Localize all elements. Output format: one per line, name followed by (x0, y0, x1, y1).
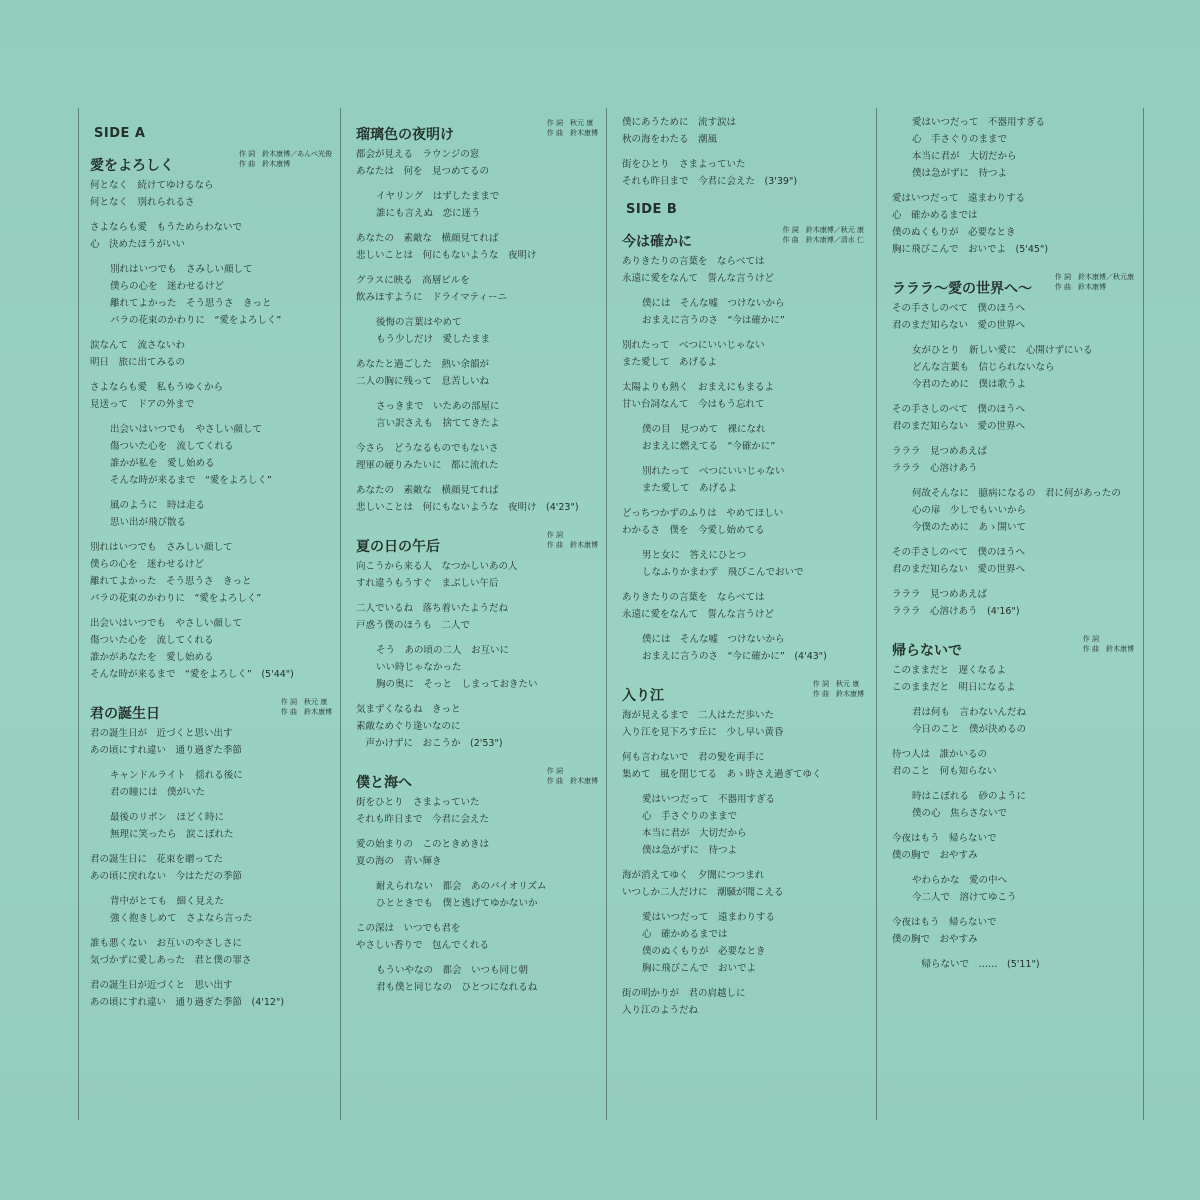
lyric-line: そう あの頃の二人 お互いに (376, 645, 510, 656)
lyric-stanza (350, 920, 600, 954)
lyric-line: 僕には そんな嘘 つけないから (642, 634, 785, 645)
lyric-line: 何となく 別れられるさ (90, 197, 195, 208)
song-title: ラララ～愛の世界へ～ (892, 281, 1032, 297)
lyric-line: 明日 旅に出てみるの (90, 357, 186, 368)
lyric-line: また愛して あげるよ (642, 483, 738, 494)
lyric-line: 愛はいつだって 遠まわりする (642, 912, 776, 923)
credit-line: 作 曲 鈴木康博 (546, 777, 598, 785)
lyric-line: 今二人で 溶けてゆこう (912, 892, 1017, 903)
lyric-line: いつしか二人だけに 潮騒が聞こえる (622, 887, 784, 898)
lyric-stanza (84, 615, 334, 683)
lyric-line: あなたと過ごした 熱い余韻が (356, 359, 490, 370)
lyric-stanza (84, 379, 334, 413)
lyric-stanza (350, 398, 600, 432)
song-header (350, 526, 600, 558)
lyric-line: あの頃にすれ違い 通り過ぎた季節 (90, 745, 243, 756)
lyric-stanza (886, 704, 1136, 738)
lyric-line: ラララ 心溶けあう (892, 463, 978, 474)
credit-line: 作 曲 鈴木康博 (1054, 283, 1106, 291)
lyric-stanza (350, 701, 600, 752)
lyric-stanza (84, 851, 334, 885)
lyric-stanza (350, 558, 600, 592)
lyric-line: 見送って ドアの外まで (90, 399, 195, 410)
lyric-line: 声かけずに おこうか (2'53") (356, 738, 503, 749)
lyric-stanza (616, 589, 866, 623)
lyric-line: 離れてよかった そう思うさ きっと (110, 298, 272, 309)
song-header (350, 114, 600, 146)
lyric-stanza (616, 379, 866, 413)
lyric-line: もういやなの 都会 いつも同じ朝 (376, 965, 529, 976)
lyric-line: ラララ 見つめあえば (892, 446, 988, 457)
lyric-line: 今君のために 僕は歌うよ (912, 379, 1027, 390)
lyric-line: 素敵なめぐり逢いなのに (356, 721, 461, 732)
lyric-line: 僕の胸で おやすみ (892, 850, 978, 861)
lyric-line: それも昨日まで 今君に会えた (356, 814, 490, 825)
lyric-stanza (616, 707, 866, 741)
lyric-line: 心 確かめるまでは (892, 210, 978, 221)
lyric-line: 君のまだ知らない 愛の世界へ (892, 564, 1026, 575)
credit-line: 作 曲 鈴木康博 (546, 541, 598, 549)
song-title: 入り江 (622, 688, 664, 704)
lyric-line: それも昨日まで 今君に会えた (3'39") (622, 176, 798, 187)
song-title: 帰らないで (892, 643, 962, 659)
song-block (350, 762, 600, 996)
lyric-stanza (350, 836, 600, 870)
credit-line: 作 曲 鈴木康博／清水 仁 (782, 236, 864, 244)
lyric-line: あの頃に戻れない 今はただの季節 (90, 871, 243, 882)
lyric-stanza (84, 893, 334, 927)
song-header (886, 630, 1136, 662)
lyric-line: わかるさ 僕を 今愛し始めてる (622, 525, 765, 536)
lyric-line: ラララ 心溶けあう (4'16") (892, 606, 1020, 617)
lyric-line: 君の誕生日が近づくと 思い出す (90, 980, 233, 991)
song-block (84, 145, 334, 683)
lyric-line: このままだと 明日になるよ (892, 682, 1016, 693)
lyric-line: ありきたりの言葉を ならべては (622, 592, 765, 603)
lyric-stanza (350, 440, 600, 474)
lyric-stanza (616, 791, 866, 859)
lyric-line: バラの花束のかわりに “愛をよろしく” (90, 593, 262, 604)
lyrics-column-2 (350, 114, 600, 1006)
lyric-stanza (886, 914, 1136, 948)
lyric-line: 離れてよかった そう思うさ きっと (90, 576, 252, 587)
lyric-line: 僕のぬくもりが 必要なとき (642, 946, 766, 957)
lyric-stanza (886, 830, 1136, 864)
lyric-line: このままだと 遅くなるよ (892, 665, 1007, 676)
lyric-line: 誰かがあなたを 愛し始める (90, 652, 214, 663)
lyric-line: 僕には そんな嘘 つけないから (642, 298, 785, 309)
lyric-stanza (84, 977, 334, 1011)
lyric-line: あなたは 何を 見つめてるの (356, 166, 490, 177)
song-credits (547, 530, 598, 550)
lyric-stanza (616, 114, 866, 148)
song-credits (1055, 272, 1134, 292)
lyric-line: 気まずくなるね きっと (356, 704, 461, 715)
lyric-line: さっきまで いたあの部屋に (376, 401, 500, 412)
lyric-line: 都会が見える ラウンジの窓 (356, 149, 480, 160)
lyric-line: 言い訳さえも 捨ててきたよ (376, 418, 500, 429)
credit-line: 作 詞 (1082, 635, 1099, 643)
lyric-line: 誰かが私を 愛し始める (110, 458, 215, 469)
lyric-stanza (886, 401, 1136, 435)
lyrics-column-3 (616, 114, 866, 1029)
lyric-line: 背中がとても 細く見えた (110, 896, 225, 907)
lyric-line: 今夜はもう 帰らないで (892, 917, 997, 928)
lyric-stanza (350, 188, 600, 222)
song-continuation (886, 114, 1136, 258)
lyric-stanza (84, 809, 334, 843)
lyric-line: 帰らないで …… (5'11") (912, 959, 1040, 970)
lyric-stanza (350, 146, 600, 180)
lyric-line: 秋の海をわたる 潮風 (622, 134, 718, 145)
lyric-line: 気づかずに愛しあった 君と僕の罪さ (90, 955, 252, 966)
lyric-stanza (350, 356, 600, 390)
column-divider (78, 108, 79, 1120)
lyric-line: 君も僕と同じなの ひとつになれるね (376, 982, 538, 993)
lyric-line: 別れはいつでも さみしい顔して (110, 264, 253, 275)
column-divider (876, 108, 877, 1120)
lyric-line: 僕の目 見つめて 裸になれ (642, 424, 766, 435)
column-divider (606, 108, 607, 1120)
lyric-stanza (886, 544, 1136, 578)
lyric-line: 愛はいつだって 遠まわりする (892, 193, 1026, 204)
credit-line: 作 詞 鈴木康博／秋元 康 (782, 226, 864, 234)
song-title: 僕と海へ (356, 775, 412, 791)
lyric-line: 飲みほすように ドライマティーニ (356, 292, 507, 303)
song-block (350, 526, 600, 752)
song-block (84, 693, 334, 1011)
lyric-stanza (350, 962, 600, 996)
lyric-line: ありきたりの言葉を ならべては (622, 256, 765, 267)
song-header (84, 145, 334, 177)
lyric-line: 君は何も 言わないんだね (912, 707, 1027, 718)
lyric-stanza (886, 342, 1136, 393)
lyric-stanza (350, 230, 600, 264)
lyric-stanza (616, 421, 866, 455)
column-divider (1143, 108, 1144, 1120)
lyric-line: ひとときでも 僕と逃げてゆかないか (376, 898, 538, 909)
lyric-line: 太陽よりも熱く おまえにもまるよ (622, 382, 775, 393)
lyric-line: グラスに映る 高層ビルを (356, 275, 470, 286)
song-block (616, 221, 866, 665)
lyric-line: さよならも愛 私もうゆくから (90, 382, 224, 393)
lyric-line: 悲しいことは 何にもないような 夜明け (4'23") (356, 502, 579, 513)
lyric-line: 永遠に愛をなんて 誓んな言うけど (622, 609, 775, 620)
song-title: 夏の日の午后 (356, 539, 440, 555)
lyric-stanza (886, 300, 1136, 334)
credit-line: 作 詞 鈴木康博／あんべ光俊 (238, 150, 332, 158)
lyric-line: 何も言わないで 君の髪を両手に (622, 752, 765, 763)
lyric-line: 耐えられない 都会 あのバイオリズム (376, 881, 547, 892)
lyric-stanza (350, 314, 600, 348)
lyric-stanza (616, 505, 866, 539)
lyric-line: 永遠に愛をなんて 誓んな言うけど (622, 273, 775, 284)
lyric-line: どんな言葉も 信じられないなら (912, 362, 1055, 373)
lyric-line: 甘い台詞なんて 今はもう忘れて (622, 399, 765, 410)
lyric-line: 胸に飛びこんで おいでよ (5'45") (892, 244, 1049, 255)
lyric-line: 今さら どうなるものでもないさ (356, 443, 499, 454)
song-credits (547, 766, 598, 786)
lyric-line: その手さしのべて 僕のほうへ (892, 547, 1026, 558)
lyric-line: 後悔の言葉はやめて (376, 317, 462, 328)
lyric-stanza (616, 337, 866, 371)
lyric-line: やわらかな 愛の中へ (912, 875, 1008, 886)
lyric-line: 出会いはいつでも やさしい顔して (90, 618, 243, 629)
lyric-stanza (84, 177, 334, 211)
lyric-line: 胸に飛びこんで おいでよ (642, 963, 757, 974)
lyric-line: 強く抱きしめて さよなら言った (110, 913, 253, 924)
lyric-line: 二人の胸に残って 息苦しいね (356, 376, 490, 387)
lyric-stanza (616, 156, 866, 190)
lyric-stanza (886, 746, 1136, 780)
lyric-line: いい時じゃなかった (376, 662, 462, 673)
lyric-line: 理軍の硬りみたいに 都に流れた (356, 460, 499, 471)
lyric-line: あなたの 素敵な 横顔見てれば (356, 233, 499, 244)
lyric-line: 僕にあうために 流す涙は (622, 117, 737, 128)
lyric-line: バラの花束のかわりに “愛をよろしく” (110, 315, 282, 326)
lyric-line: 入り江のようだね (622, 1005, 699, 1016)
lyric-line: 本当に君が 大切だから (912, 151, 1017, 162)
lyric-line: 集めて 風を閉じてる あゝ時さえ過ぎてゆく (622, 769, 822, 780)
song-header (84, 693, 334, 725)
lyric-stanza (84, 337, 334, 371)
lyric-line: 男と女に 答えにひとつ (642, 550, 747, 561)
lyric-line: 愛の始まりの このときめきは (356, 839, 490, 850)
lyric-line: 街の明かりが 君の肩越しに (622, 988, 746, 999)
side-label: SIDE B (626, 202, 678, 217)
lyric-line: 誰にも言えぬ 恋に迷う (376, 208, 481, 219)
lyrics-column-1 (84, 114, 334, 1021)
lyric-line: 悲しいことは 何にもないような 夜明け (356, 250, 537, 261)
song-credits (783, 225, 864, 245)
lyric-stanza (350, 878, 600, 912)
lyric-stanza (886, 190, 1136, 258)
lyric-stanza (616, 463, 866, 497)
lyric-line: 心 決めたほうがいい (90, 239, 186, 250)
song-block (886, 630, 1136, 973)
lyric-line: 傷ついた心を 流してくれる (110, 441, 234, 452)
lyric-stanza (350, 482, 600, 516)
lyric-stanza (616, 253, 866, 287)
song-title: 今は確かに (622, 234, 692, 250)
lyric-line: 別れたって べつにいいじゃない (642, 466, 785, 477)
song-credits (813, 679, 864, 699)
song-title: 君の誕生日 (90, 706, 160, 722)
lyric-line: 何故そんなに 臆病になるの 君に何があったの (912, 488, 1121, 499)
lyric-line: もう少しだけ 愛したまま (376, 334, 491, 345)
lyric-stanza (84, 219, 334, 253)
lyric-line: 最後のリボン ほどく時に (110, 812, 225, 823)
lyric-line: 入り江を見下ろす丘に 少し早い黄昏 (622, 727, 784, 738)
song-header (350, 762, 600, 794)
lyric-stanza (616, 867, 866, 901)
lyric-line: 何となく 続けてゆけるなら (90, 180, 214, 191)
song-block (350, 114, 600, 516)
lyric-stanza (350, 272, 600, 306)
lyric-line: ラララ 見つめあえば (892, 589, 988, 600)
lyric-line: 本当に君が 大切だから (642, 828, 747, 839)
lyric-line: 時はこぼれる 砂のように (912, 791, 1027, 802)
song-title: 愛をよろしく (90, 158, 174, 174)
lyrics-column-4 (886, 114, 1136, 983)
lyric-line: 心 手さぐりのままで (642, 811, 738, 822)
song-credits (281, 697, 332, 717)
lyric-stanza (886, 956, 1136, 973)
song-block (616, 675, 866, 1019)
lyric-line: しなふりかまわず 飛びこんでおいで (642, 567, 804, 578)
song-header (616, 221, 866, 253)
lyric-line: 君のこと 何も知らない (892, 766, 997, 777)
lyric-stanza (886, 872, 1136, 906)
lyric-line: 君のまだ知らない 愛の世界へ (892, 320, 1026, 331)
credit-line: 作 詞 秋元 康 (812, 680, 860, 688)
side-label: SIDE A (94, 126, 146, 141)
lyric-stanza (616, 909, 866, 977)
lyric-line: その手さしのべて 僕のほうへ (892, 303, 1026, 314)
credit-line: 作 曲 鈴木康博 (280, 708, 332, 716)
lyric-line: おまえに燃えてる “今確かに” (642, 441, 776, 452)
lyric-line: 心 手さぐりのままで (912, 134, 1008, 145)
column-divider (340, 108, 341, 1120)
lyric-line: 僕のぬくもりが 必要なとき (892, 227, 1016, 238)
lyric-line: 街をひとり さまよっていた (622, 159, 746, 170)
lyric-line: 待つ人は 誰かいるの (892, 749, 988, 760)
lyric-stanza (886, 788, 1136, 822)
lyric-line: 別れたって べつにいいじゃない (622, 340, 765, 351)
lyric-stanza (350, 642, 600, 693)
song-title: 瑠璃色の夜明け (356, 127, 454, 143)
song-header (886, 268, 1136, 300)
lyric-line: 二人でいるね 落ち着いたようだね (356, 603, 509, 614)
lyric-line: 涙なんて 流さないわ (90, 340, 186, 351)
lyric-line: 向こうから来る人 なつかしいあの人 (356, 561, 518, 572)
lyric-stanza (616, 631, 866, 665)
lyric-line: さよならも愛 もうためらわないで (90, 222, 243, 233)
lyric-line: あなたの 素敵な 横顔見てれば (356, 485, 499, 496)
lyric-line: 思い出が飛び散る (110, 517, 187, 528)
credit-line: 作 曲 鈴木康博 (812, 690, 864, 698)
lyric-stanza (616, 749, 866, 783)
lyric-line: そんな時が来るまで “愛をよろしく” (5'44") (90, 669, 294, 680)
lyric-line: 夏の海の 青い輝き (356, 856, 442, 867)
lyric-line: 僕の心 焦らさないで (912, 808, 1008, 819)
lyric-line: 風のように 時は走る (110, 500, 206, 511)
credit-line: 作 曲 鈴木康博 (546, 129, 598, 137)
credit-line: 作 詞 (546, 767, 563, 775)
song-block (886, 268, 1136, 620)
lyric-line: 僕は急がずに 待つよ (912, 168, 1008, 179)
lyric-stanza (886, 114, 1136, 182)
credit-line: 作 詞 秋元 康 (546, 119, 594, 127)
lyric-stanza (84, 261, 334, 329)
lyric-line: 今僕のために あゝ開いて (912, 522, 1027, 533)
lyric-line: 誰も悪くない お互いのやさしさに (90, 938, 243, 949)
lyric-stanza (616, 985, 866, 1019)
lyric-line: 別れはいつでも さみしい顔して (90, 542, 233, 553)
lyric-stanza (350, 794, 600, 828)
credit-line: 作 詞 (546, 531, 563, 539)
song-credits (1083, 634, 1134, 654)
lyric-line: 愛はいつだって 不器用すぎる (912, 117, 1046, 128)
credit-line: 作 曲 鈴木康博 (238, 160, 291, 168)
lyric-stanza (84, 935, 334, 969)
lyric-line: すれ違うもうすぐ まぶしい午后 (356, 578, 499, 589)
lyric-line: 僕らの心を 迷わせるけど (110, 281, 225, 292)
lyric-line: 君のまだ知らない 愛の世界へ (892, 421, 1026, 432)
lyric-line: 傷ついた心を 流してくれる (90, 635, 214, 646)
lyric-line: 君の誕生日が 近づくと思い出す (90, 728, 233, 739)
lyric-line: 女がひとり 新しい愛に 心開けずにいる (912, 345, 1093, 356)
lyric-line: 僕は急がずに 待つよ (642, 845, 738, 856)
credit-line: 作 曲 鈴木康博 (1082, 645, 1134, 653)
credit-line: 作 詞 鈴木康博／秋元康 (1054, 273, 1134, 281)
lyric-line: その手さしのべて 僕のほうへ (892, 404, 1026, 415)
lyric-line: おまえに言うのさ “今は確かに” (642, 315, 785, 326)
lyric-line: 海が消えてゆく 夕闇につつまれ (622, 870, 765, 881)
lyric-line: 出会いはいつでも やさしい顔して (110, 424, 263, 435)
lyric-line: 今日のこと 僕が決めるの (912, 724, 1027, 735)
lyric-line: あの頃にすれ違い 通り過ぎた季節 (4'12") (90, 997, 285, 1008)
lyric-stanza (886, 586, 1136, 620)
song-continuation (616, 114, 866, 190)
lyric-line: そんな時が来るまで “愛をよろしく” (110, 475, 272, 486)
lyric-line: 心の扉 少しでもいいから (912, 505, 1027, 516)
lyric-line: 街をひとり さまよっていた (356, 797, 480, 808)
lyric-stanza (84, 497, 334, 531)
lyric-line: やさしい香りで 包んでくれる (356, 940, 490, 951)
lyric-line: この深は いつでも君を (356, 923, 461, 934)
lyric-line: 海が見えるまで 二人はただ歩いた (622, 710, 775, 721)
lyric-line: 心 確かめるまでは (642, 929, 728, 940)
lyric-line: 無理に笑ったら 涙こぼれた (110, 829, 234, 840)
lyric-stanza (886, 662, 1136, 696)
lyric-line: 戸惑う僕のほうも 二人で (356, 620, 471, 631)
lyric-line: 胸の奥に そっと しまっておきたい (376, 679, 538, 690)
lyric-line: おまえに言うのさ “今に確かに” (4'43") (642, 651, 827, 662)
lyric-line: また愛して あげるよ (622, 357, 718, 368)
lyric-line: 今夜はもう 帰らないで (892, 833, 997, 844)
lyric-stanza (84, 421, 334, 489)
lyric-line: 君の瞳には 僕がいた (110, 787, 206, 798)
lyric-stanza (84, 767, 334, 801)
song-credits (547, 118, 598, 138)
lyric-stanza (886, 485, 1136, 536)
lyric-line: どっちつかずのふりは やめてほしい (622, 508, 784, 519)
song-credits (239, 149, 332, 169)
lyric-line: 愛はいつだって 不器用すぎる (642, 794, 776, 805)
lyric-stanza (616, 295, 866, 329)
lyric-stanza (84, 725, 334, 759)
lyric-line: 僕の胸で おやすみ (892, 934, 978, 945)
lyric-stanza (886, 443, 1136, 477)
lyric-stanza (84, 539, 334, 607)
credit-line: 作 詞 秋元 康 (280, 698, 328, 706)
lyric-line: 僕らの心を 迷わせるけど (90, 559, 205, 570)
lyric-stanza (616, 547, 866, 581)
lyric-line: キャンドルライト 揺れる後に (110, 770, 243, 781)
lyric-line: 君の誕生日に 花束を贈ってた (90, 854, 224, 865)
lyric-line: イヤリング はずしたままで (376, 191, 500, 202)
song-header (616, 675, 866, 707)
lyric-stanza (350, 600, 600, 634)
